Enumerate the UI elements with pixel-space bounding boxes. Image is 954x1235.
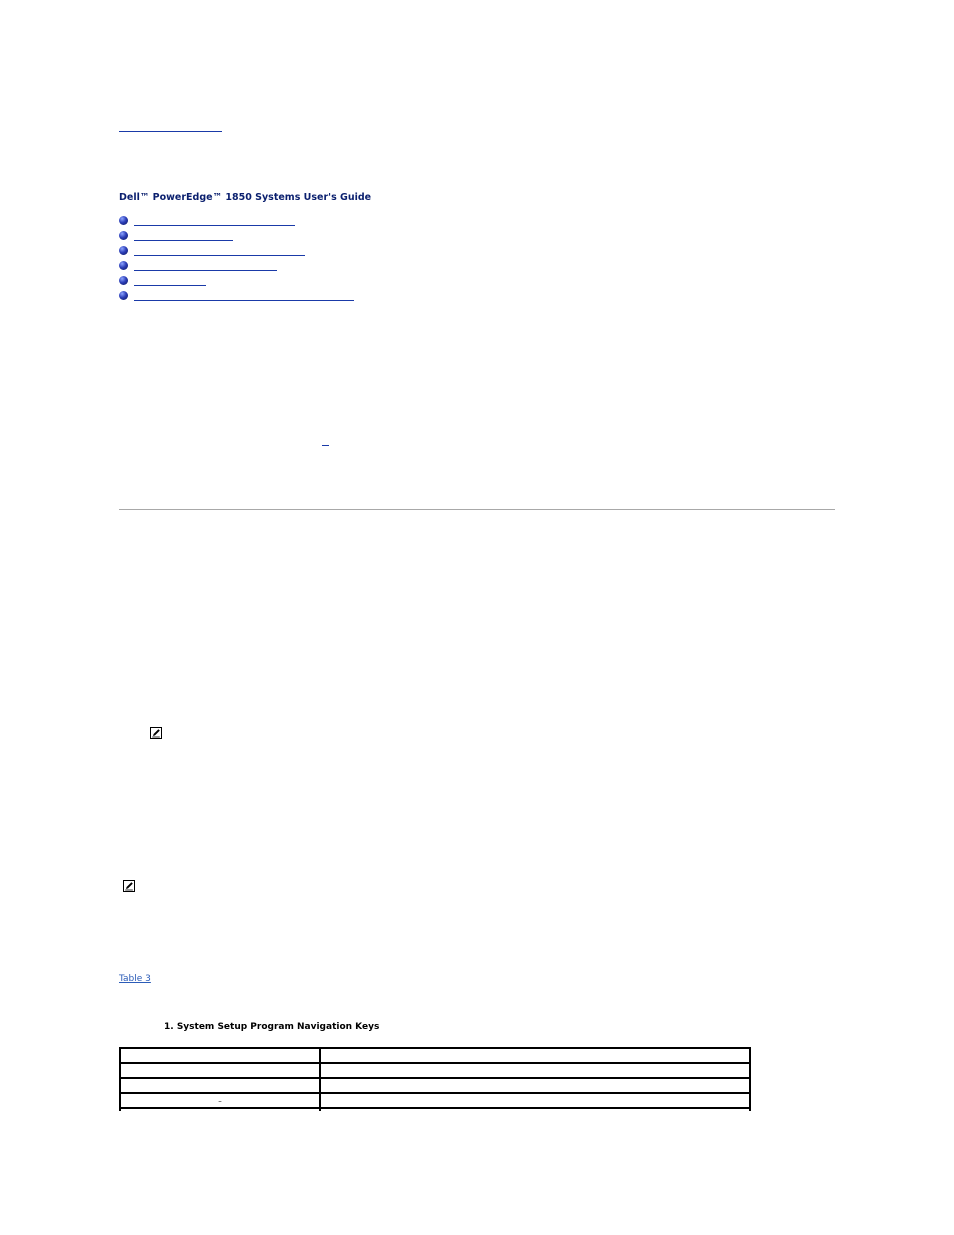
table-row xyxy=(120,1078,750,1093)
table-cell-action xyxy=(320,1093,750,1108)
table-cell-key: – xyxy=(120,1093,320,1108)
table-row xyxy=(120,1093,750,1108)
table-cell-action xyxy=(320,1048,750,1063)
toc-link[interactable] xyxy=(134,285,206,286)
bullet-sphere-icon xyxy=(119,291,128,300)
table-cell-key xyxy=(120,1108,320,1111)
section-divider xyxy=(119,509,835,510)
table-reference-text: Table 3 xyxy=(119,974,151,984)
bullet-sphere-icon xyxy=(119,276,128,285)
back-to-contents-link[interactable] xyxy=(119,131,222,132)
table-row xyxy=(120,1063,750,1078)
note-pencil-icon xyxy=(150,727,162,739)
inline-link[interactable] xyxy=(322,445,329,446)
table-reference-link[interactable] xyxy=(119,974,159,984)
table-cell-key xyxy=(120,1063,320,1078)
toc-link[interactable] xyxy=(134,270,277,271)
bullet-sphere-icon xyxy=(119,261,128,270)
document-title: Dell™ PowerEdge™ 1850 Systems User's Guide xyxy=(119,192,372,203)
table-cell-key xyxy=(120,1078,320,1093)
table-row xyxy=(120,1108,750,1111)
bullet-sphere-icon xyxy=(119,216,128,225)
table-cell-action xyxy=(320,1078,750,1093)
table-cell-action xyxy=(320,1108,750,1111)
navigation-keys-table xyxy=(119,1047,751,1111)
table-cell-action xyxy=(320,1063,750,1078)
note-pencil-icon xyxy=(123,880,135,892)
toc-link[interactable] xyxy=(134,255,305,256)
table-cell-key xyxy=(120,1048,320,1063)
toc-link[interactable] xyxy=(134,240,233,241)
bullet-sphere-icon xyxy=(119,246,128,255)
toc-link[interactable] xyxy=(134,300,354,301)
toc-link[interactable] xyxy=(134,225,295,226)
table-caption: 1. System Setup Program Navigation Keys xyxy=(164,1022,380,1032)
bullet-sphere-icon xyxy=(119,231,128,240)
table-row xyxy=(120,1048,750,1063)
